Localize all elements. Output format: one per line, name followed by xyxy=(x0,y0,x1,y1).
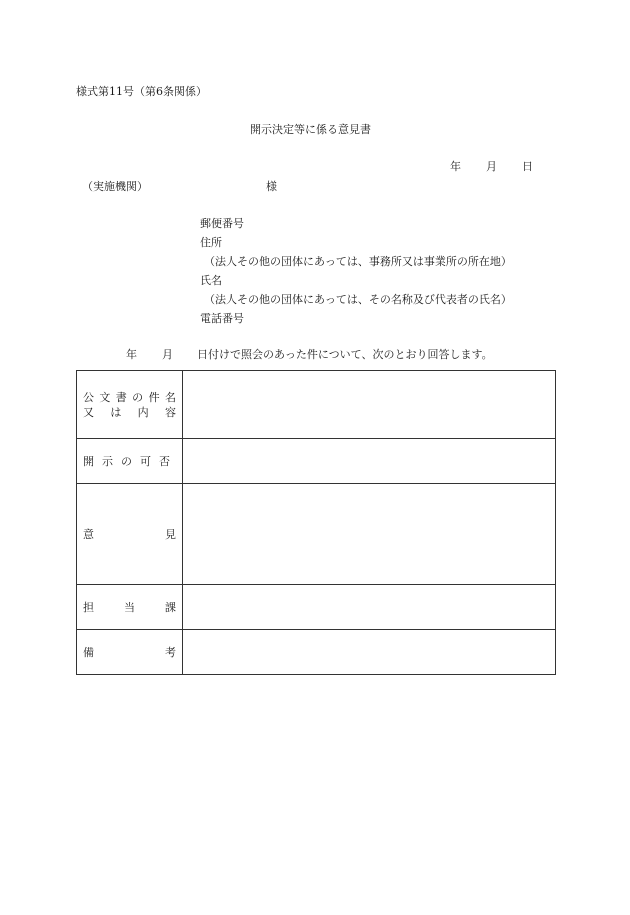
label-char: 書 xyxy=(115,390,127,404)
reply-year-label: 年 xyxy=(126,348,137,361)
postal-code-label: 郵便番号 xyxy=(200,217,244,230)
table-label-cell xyxy=(77,484,183,585)
name-note: （法人その他の団体にあっては、その名称及び代表者の氏名） xyxy=(204,293,512,306)
opinion-table xyxy=(76,370,556,675)
label-char: 内 xyxy=(137,405,149,419)
label-char: の xyxy=(121,454,132,468)
label-char: 容 xyxy=(164,405,176,419)
label-char: 名 xyxy=(164,390,176,404)
label-char: 示 xyxy=(102,454,113,468)
label-char: 又 xyxy=(83,405,94,419)
name-label: 氏名 xyxy=(200,274,222,287)
label-char: 当 xyxy=(124,600,135,614)
label-char: 備 xyxy=(83,645,94,659)
table-row xyxy=(77,630,556,675)
label-char: の xyxy=(132,390,144,404)
label-line xyxy=(83,527,176,542)
address-label: 住所 xyxy=(200,236,222,249)
reply-month-label: 月 xyxy=(162,348,173,361)
label-char: 可 xyxy=(140,454,151,468)
document-subject-field[interactable] xyxy=(183,371,556,439)
phone-label: 電話番号 xyxy=(200,312,244,325)
label-char: 担 xyxy=(83,600,94,614)
label-line xyxy=(83,405,176,420)
label-char: 否 xyxy=(159,454,170,468)
table-row xyxy=(77,371,556,439)
opinion-field[interactable] xyxy=(183,484,556,585)
form-number: 様式第11号（第6条関係） xyxy=(76,85,207,98)
label-line xyxy=(83,600,176,615)
table-row xyxy=(77,439,556,484)
table-label-cell xyxy=(77,371,183,439)
label-char: 考 xyxy=(165,645,176,659)
date-month-label: 月 xyxy=(486,160,497,173)
label-char: 件 xyxy=(148,390,160,404)
table-label-cell xyxy=(77,630,183,675)
label-char: は xyxy=(110,405,122,419)
table-label-cell xyxy=(77,439,183,484)
recipient-honorific: 様 xyxy=(266,180,277,193)
label-char: 課 xyxy=(165,600,176,614)
label-line xyxy=(83,454,176,469)
address-note: （法人その他の団体にあっては、事務所又は事業所の所在地） xyxy=(204,255,512,268)
label-char: 意 xyxy=(83,527,94,541)
document-title: 開示決定等に係る意見書 xyxy=(250,123,371,136)
table-row xyxy=(77,484,556,585)
label-char: 開 xyxy=(83,454,94,468)
table-label-cell xyxy=(77,585,183,630)
date-year-label: 年 xyxy=(450,160,461,173)
date-day-label: 日 xyxy=(522,160,533,173)
label-char: 公 xyxy=(83,390,94,404)
remarks-field[interactable] xyxy=(183,630,556,675)
recipient-agency: （実施機関） xyxy=(82,180,148,193)
reply-sentence: 日付けで照会のあった件について、次のとおり回答します。 xyxy=(197,348,493,361)
responsible-section-field[interactable] xyxy=(183,585,556,630)
label-line xyxy=(83,390,176,405)
disclosure-decision-field[interactable] xyxy=(183,439,556,484)
label-char: 見 xyxy=(165,527,176,541)
label-char: 文 xyxy=(99,390,111,404)
label-line xyxy=(83,645,176,660)
table-row xyxy=(77,585,556,630)
